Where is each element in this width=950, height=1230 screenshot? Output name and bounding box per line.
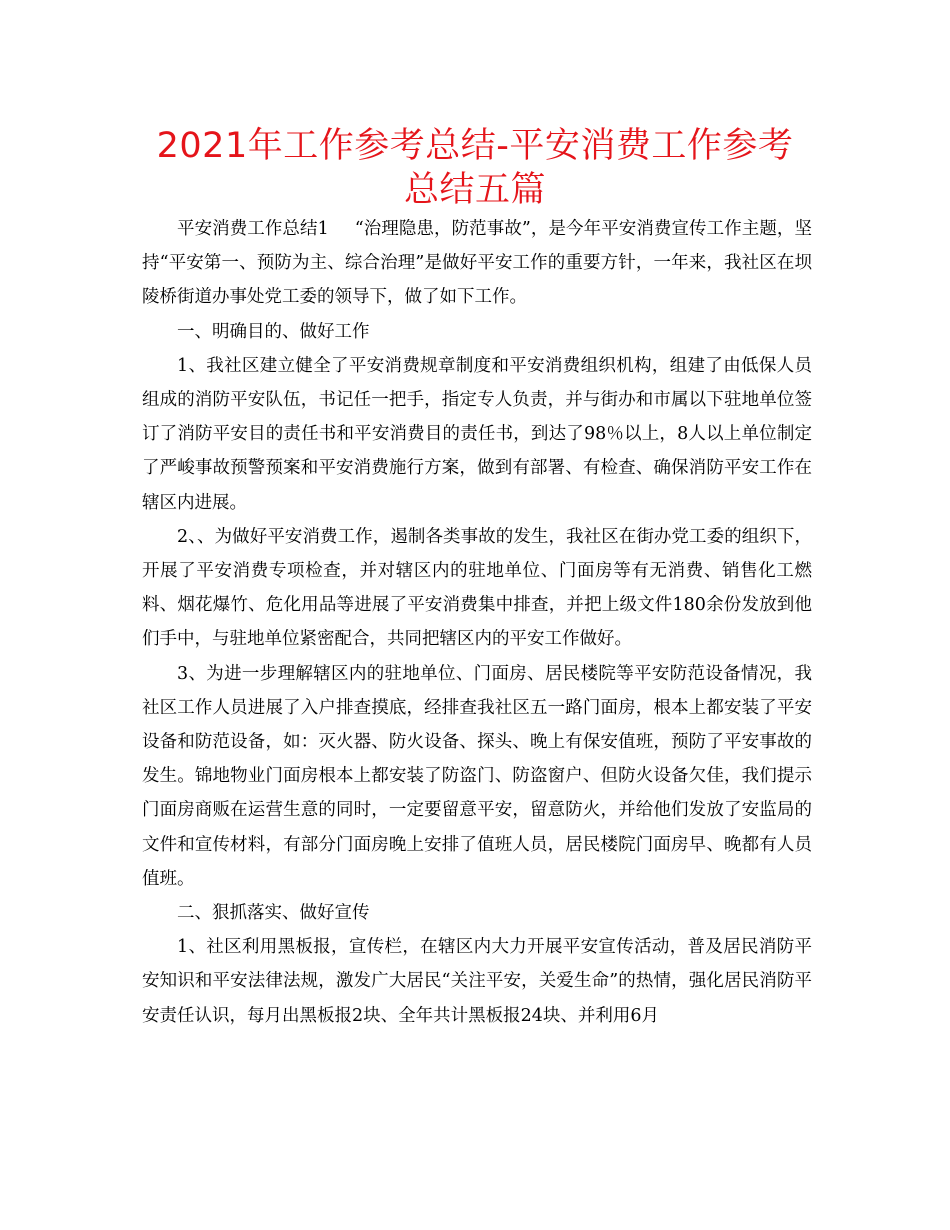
paragraph: 1、我社区建立健全了平安消费规章制度和平安消费组织机构，组建了由低保人员组成的消防平安队伍，书记任一把手，指定专人负责，并与街办和市属以下驻地单位签订了消防平安目的责任书和平安消费目的责任书，到达了98％以上，8人以上单位制定了严峻事故预警预案和平安消费施行方案，做到有部署、有检查、确保消防平安工作在辖区内进展。	[142, 355, 812, 513]
paragraph-text: “治理隐患，防范事故”，是今年平安消费宣传工作主题，坚持“平安第一、预防为主、综合治理”是做好平安工作的重要方针，一年来，我社区在坝陵桥街道办事处党工委的领导下，做了如下工作。	[142, 219, 812, 308]
paragraph: 3、为进一步理解辖区内的驻地单位、门面房、居民楼院等平安防范设备情况，我社区工作人员进展了入户排查摸底，经排查我社区五一路门面房，根本上都安装了平安设备和防范设备，如：灭火器、防火设备、探头、晚上有保安值班，预防了平安事故的发生。锦地物业门面房根本上都安装了防盗门、防盗窗户、但防火设备欠佳，我们提示门面房商贩在运营生意的同时，一定要留意平安，留意防火，并给他们发放了安监局的文件和宣传材料，有部分门面房晚上安排了值班人员，居民楼院门面房早、晚都有人员值班。	[142, 663, 812, 889]
document-body	[142, 212, 812, 1033]
paragraph: 1、社区利用黑板报，宣传栏，在辖区内大力开展平安宣传活动，普及居民消防平安知识和平安法律法规，激发广大居民“关注平安，关爱生命”的热情，强化居民消防平安责任认识，每月出黑板报2块、全年共计黑板报24块、并利用6月	[142, 937, 812, 1026]
paragraph-intro	[142, 212, 812, 315]
section-heading: 一、明确目的、做好工作	[177, 321, 370, 342]
section-lead-label: 平安消费工作总结1	[177, 219, 329, 239]
section-heading: 二、狠抓落实、做好宣传	[177, 903, 370, 924]
document-title: 2021年工作参考总结-平安消费工作参考总结五篇	[156, 126, 794, 210]
paragraph: 2、、为做好平安消费工作，遏制各类事故的发生，我社区在街办党工委的组织下，开展了平安消费专项检查，并对辖区内的驻地单位、门面房等有无消费、销售化工燃料、烟花爆竹、危化用品等进展了平安消费集中排查，并把上级文件180余份发放到他们手中，与驻地单位紧密配合，共同把辖区内的平安工作做好。	[142, 526, 812, 650]
